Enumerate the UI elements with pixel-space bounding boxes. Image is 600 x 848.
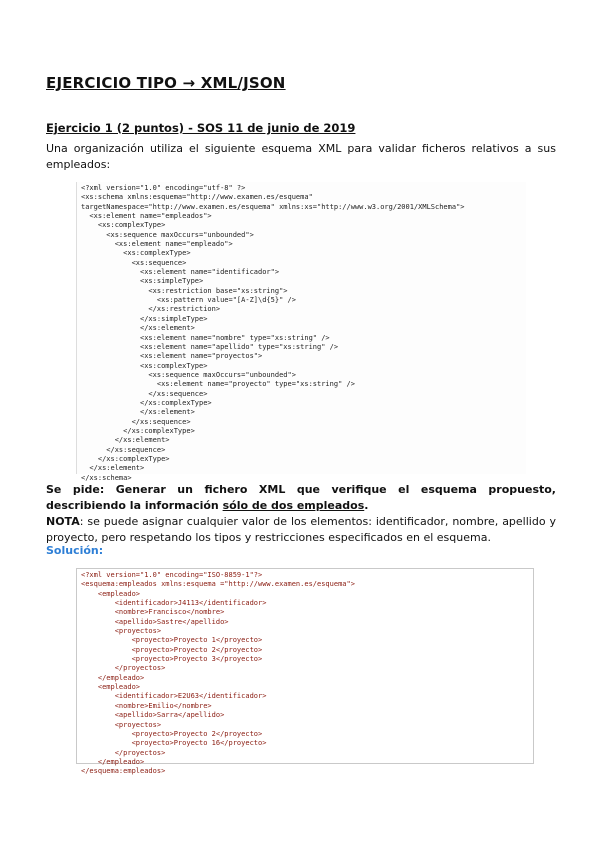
- task-underlined: sólo de dos empleados: [222, 499, 365, 512]
- note-paragraph: [46, 514, 556, 546]
- task-prefix: Se pide: Generar un fichero XML que verifique el esquema propuesto, describiendo la información: [46, 483, 556, 512]
- document-title: EJERCICIO TIPO → XML/JSON: [46, 74, 286, 92]
- intro-paragraph: Una organización utiliza el siguiente esquema XML para validar ficheros relativos a sus empleados:: [46, 142, 556, 171]
- note-text: : se puede asignar cualquier valor de los elementos: identificador, nombre, apellido y proyecto, pero respetando los tipos y restricciones especificados en el esquema.: [46, 515, 556, 544]
- task-paragraph: [46, 482, 556, 514]
- task-suffix: .: [364, 499, 369, 512]
- xml-schema-code-block: <?xml version="1.0" encoding="utf-8" ?> <xs:schema xmlns:esquema="http://www.examen.es/esquema" targetNamespace="http://www.examen.es/esquema" xmlns:xs="http://www.w3.org/2001/XMLSchema"> <xs:element name="empleados"> <xs:complexType> <xs:sequence maxOccurs="unbounded"> <xs:element name="empleado"> <xs:complexType> <xs:sequence> <xs:element name="identificador"> <xs:simpleType> <xs:restriction base="xs:string"> <xs:pattern value="[A-Z]\d{5}" /> </xs:restriction> </xs:simpleType> </xs:element> <xs:element name="nombre" type="xs:string" /> <xs:element name="apellido" type="xs:string" /> <xs:element name="proyectos"> <xs:complexType> <xs:sequence maxOccurs="unbounded"> <xs:element name="proyecto" type="xs:string" /> </xs:sequence> </xs:complexType> </xs:element> </xs:sequence> </xs:complexType> </xs:element> </xs:sequence> </xs:complexType> </xs:element> </xs:schema>: [76, 182, 526, 474]
- exercise-heading: Ejercicio 1 (2 puntos) - SOS 11 de junio de 2019: [46, 121, 356, 135]
- note-label: NOTA: [46, 515, 80, 528]
- xml-solution-code-block: <?xml version="1.0" encoding="ISO-8859-1"?> <esquema:empleados xmlns:esquema ="http://www.examen.es/esquema"> <empleado> <identificador>J4113</identificador> <nombre>Francisco</nombre> <apellido>Sastre</apellido> <proyectos> <proyecto>Proyecto 1</proyecto> <proyecto>Proyecto 2</proyecto> <proyecto>Proyecto 3</proyecto> </proyectos> </empleado> <empleado> <identificador>E2U63</identificador> <nombre>Emilio</nombre> <apellido>Sarra</apellido> <proyectos> <proyecto>Proyecto 2</proyecto> <proyecto>Proyecto 16</proyecto> </proyectos> </empleado> </esquema:empleados>: [76, 568, 534, 764]
- solution-label: Solución:: [46, 544, 104, 557]
